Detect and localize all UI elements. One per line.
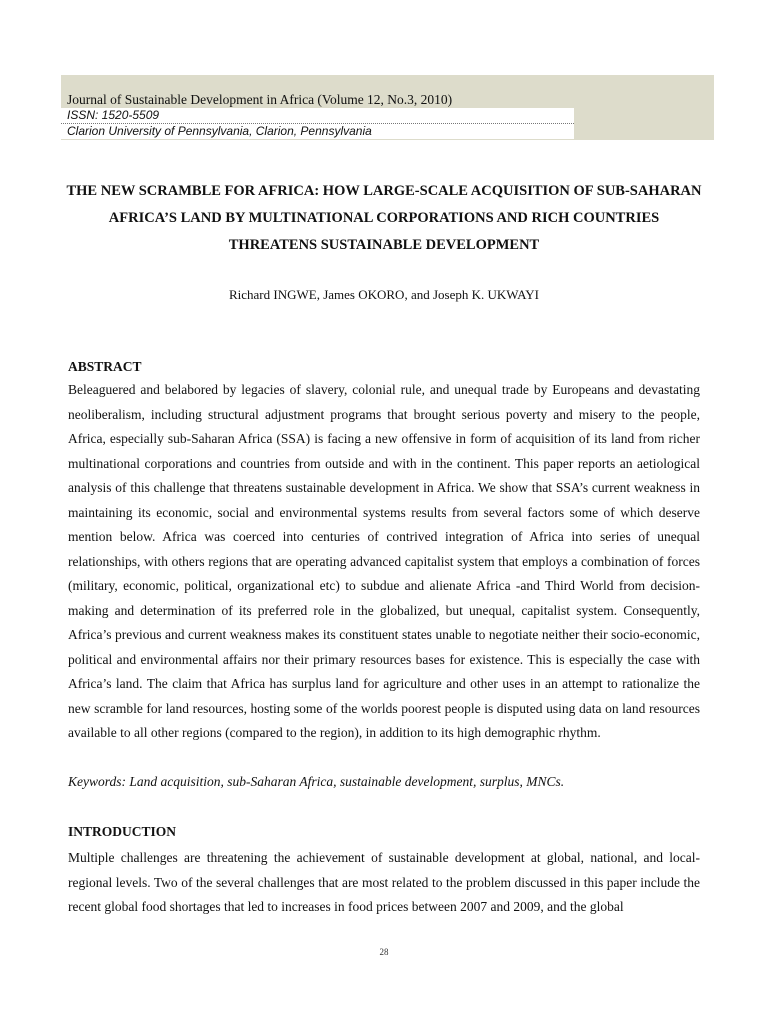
issn-row [61, 108, 574, 124]
keywords-line: Keywords: Land acquisition, sub-Saharan Africa, sustainable development, surplus, MNCs. [68, 774, 565, 789]
affiliation-row [61, 124, 574, 139]
affiliation-text: Clarion University of Pennsylvania, Clarion, Pennsylvania [67, 124, 372, 138]
abstract-heading: ABSTRACT [68, 359, 142, 374]
introduction-heading: INTRODUCTION [68, 824, 177, 839]
journal-citation: Journal of Sustainable Development in Africa (Volume 12, No.3, 2010) [67, 92, 453, 107]
issn-text: ISSN: 1520-5509 [67, 108, 160, 122]
paper-authors: Richard INGWE, James OKORO, and Joseph K. UKWAYI [228, 287, 540, 302]
paper-title: THE NEW SCRAMBLE FOR AFRICA: HOW LARGE-SCALE ACQUISITION OF SUB-SAHARAN AFRICA’S LAND BY MULTINATIONAL CORPORATIONS AND RICH COUNTRIES THREATENS SUSTAINABLE DEVELOPMENT [66, 183, 702, 253]
introduction-body: Multiple challenges are threatening the achievement of sustainable development at global, national, and local-regional levels. Two of the several challenges that are most related to the problem discussed in this paper include the recent global food shortages that led to increases in food prices between 2007 and 2009, and the global [68, 850, 700, 914]
page-number: 28 [379, 947, 389, 957]
abstract-body: Beleaguered and belabored by legacies of slavery, colonial rule, and unequal trade by Europeans and devastating neoliberalism, including structural adjustment programs that brought serious poverty and misery to the people, Africa, especially sub-Saharan Africa (SSA) is facing a new offensive in form of acquisition of its land from richer multinational corporations and countries from outside and with in the continent. This paper reports an aetiological analysis of this challenge that threatens sustainable development in Africa. We show that SSA’s current weakness in maintaining its economic, social and environmental systems results from several factors some of which deserve mention below. Africa was coerced into centuries of contrived integration of Africa into series of unequal relationships, with others regions that are operating advanced capitalist system that employs a combination of forces (military, economic, political, organizational etc) to subdue and alienate Africa -and Third World from decision-making and determination of its preferred role in the globalized, but unequal, capitalist system. Consequently, Africa’s previous and current weakness makes its constituent states unable to negotiate neither their socio-economic, political and environmental affairs nor their primary resources bases for existence. This is especially the case with Africa’s land. The claim that Africa has surplus land for agriculture and other uses in an attempt to rationalize the new scramble for land resources, hosting some of the worlds poorest people is disputed using data on land resources available to all other regions (compared to the region), in addition to its high demographic rhythm. [68, 382, 700, 740]
